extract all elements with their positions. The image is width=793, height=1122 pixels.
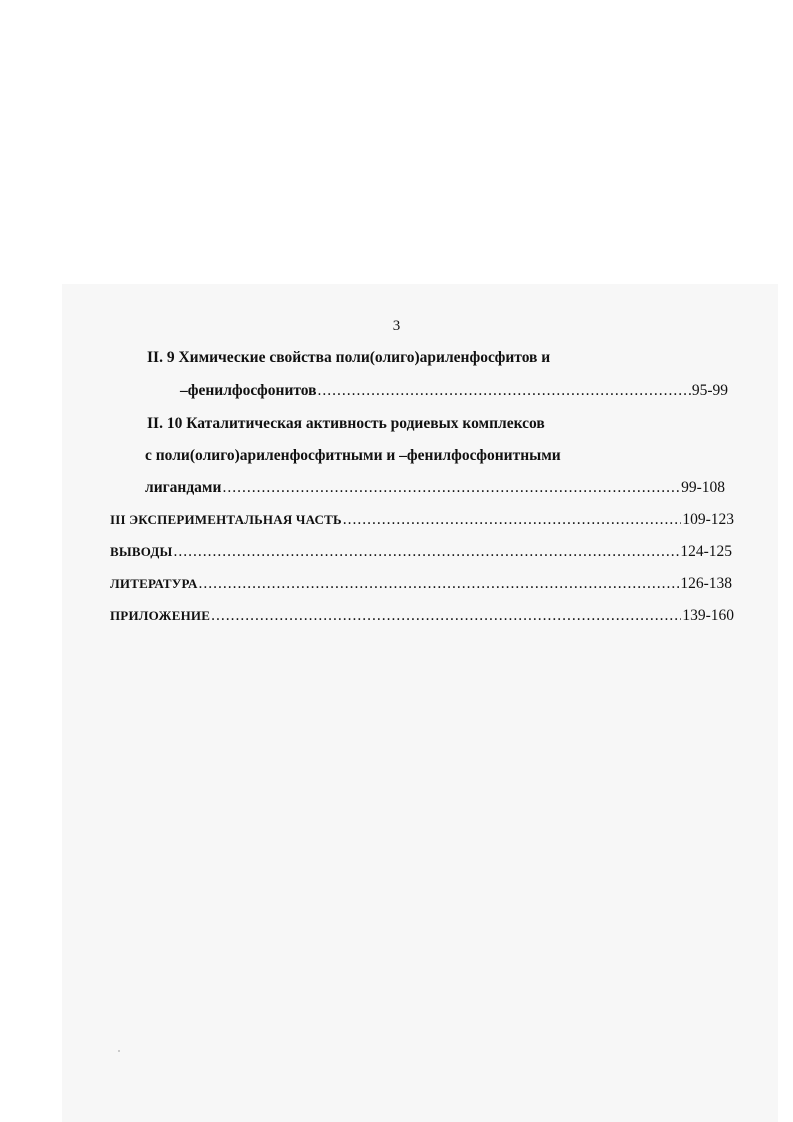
toc-entry-pages: 139-160 bbox=[682, 607, 734, 624]
toc-entry-2-9[interactable] bbox=[180, 381, 728, 401]
dot-leader bbox=[211, 606, 681, 626]
toc-entry-pages: 99-108 bbox=[681, 479, 725, 496]
toc-entry-2-9-line-1: II. 9 Химические свойства поли(олиго)ариленфосфитов и bbox=[147, 349, 551, 366]
toc-entry-title: III ЭКСПЕРИМЕНТАЛЬНАЯ ЧАСТЬ bbox=[110, 512, 342, 527]
dot-leader bbox=[318, 381, 691, 401]
toc-entry-literature[interactable] bbox=[110, 574, 732, 594]
toc-entry-title: лигандами bbox=[145, 479, 222, 496]
toc-entry-pages: 124-125 bbox=[680, 543, 732, 560]
toc-entry-2-10[interactable] bbox=[145, 478, 725, 498]
toc-entry-pages: 95-99 bbox=[691, 382, 728, 399]
page-number: 3 bbox=[392, 318, 401, 334]
toc-entry-pages: 109-123 bbox=[682, 511, 734, 528]
dot-leader bbox=[173, 542, 679, 562]
scan-speck bbox=[118, 1050, 120, 1052]
toc-entry-2-10-line-1: II. 10 Каталитическая активность родиевых комплексов bbox=[147, 415, 545, 432]
toc-entry-appendix[interactable] bbox=[110, 606, 734, 626]
toc-entry-2-10-line-2: с поли(олиго)ариленфосфитными и –фенилфосфонитными bbox=[145, 447, 561, 464]
toc-entry-conclusions[interactable] bbox=[110, 542, 732, 562]
dot-leader bbox=[199, 574, 680, 594]
toc-entry-title: ЛИТЕРАТУРА bbox=[110, 576, 198, 591]
toc-entry-title: –фенилфосфонитов bbox=[180, 382, 317, 399]
toc-entry-3-experimental[interactable] bbox=[110, 510, 734, 530]
dot-leader bbox=[222, 478, 680, 498]
toc-entry-title: ВЫВОДЫ bbox=[110, 544, 173, 559]
scanned-page-area bbox=[62, 284, 778, 1122]
toc-entry-pages: 126-138 bbox=[680, 575, 732, 592]
toc-entry-title: ПРИЛОЖЕНИЕ bbox=[110, 608, 211, 623]
dot-leader bbox=[343, 510, 682, 530]
